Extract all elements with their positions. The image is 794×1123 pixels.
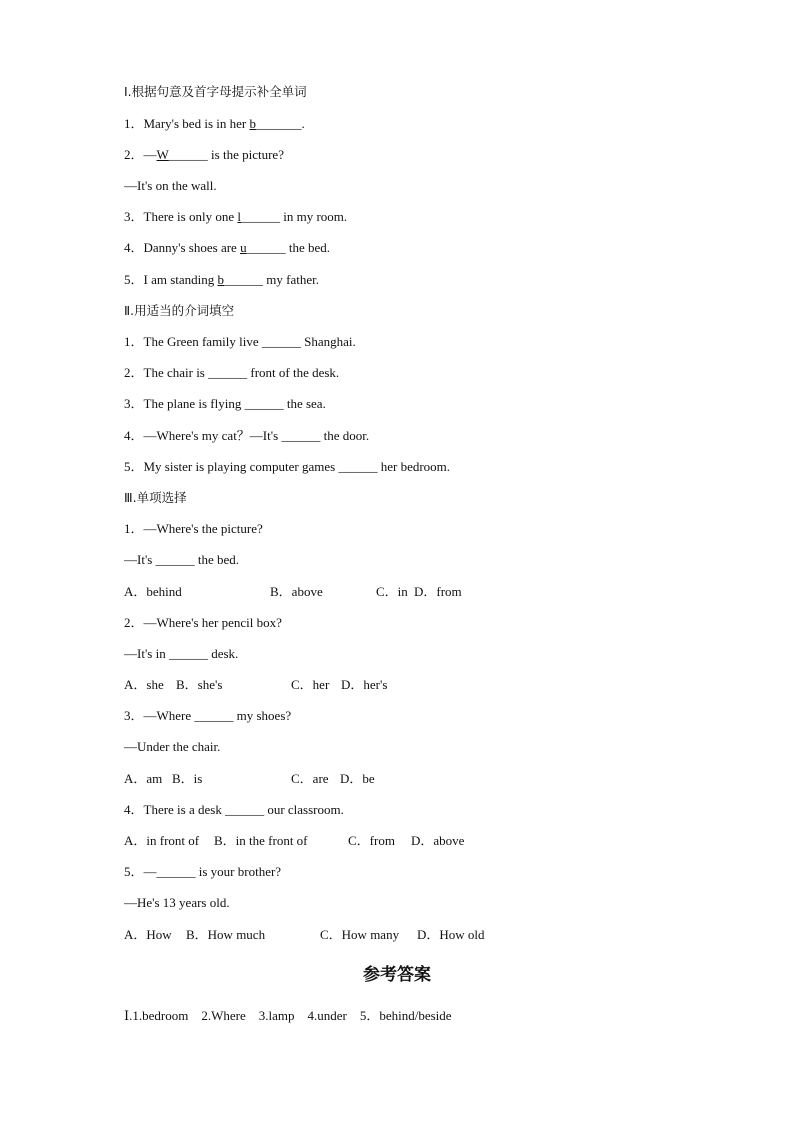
s2-question-5: 5．My sister is playing computer games ______ her bedroom. — [124, 459, 451, 474]
blank: _______. — [255, 116, 305, 131]
s3-question-4-options — [124, 833, 464, 849]
text: 5．I am standing — [124, 272, 218, 287]
s3-question-5-answer: —He's 13 years old. — [124, 895, 230, 910]
section1-header: Ⅰ.根据句意及首字母提示补全单词 — [124, 84, 307, 99]
option-a: A．in front of — [124, 833, 200, 848]
s3-question-4: 4．There is a desk ______ our classroom. — [124, 802, 344, 817]
s1-question-5 — [124, 272, 319, 288]
s2-question-4: 4．—Where's my cat？—It's ______ the door. — [124, 428, 370, 443]
option-b: B．in the front of — [214, 833, 308, 848]
option-d: D．be — [340, 771, 375, 786]
option-d: D．above — [411, 833, 465, 848]
s3-question-1-answer: —It's ______ the bed. — [124, 552, 239, 567]
option-d: D．How old — [417, 927, 485, 942]
blank: ______ my father. — [224, 272, 319, 287]
option-b: B．How much — [186, 927, 266, 942]
option-c: C．in — [376, 584, 408, 599]
option-d: D．from — [414, 584, 462, 599]
s3-question-1-options — [124, 584, 462, 600]
s3-question-3: 3．—Where ______ my shoes? — [124, 708, 292, 723]
s2-question-1: 1．The Green family live ______ Shanghai. — [124, 334, 356, 349]
hint-letter: W — [156, 147, 169, 162]
blank: ______ in my room. — [241, 209, 348, 224]
s3-question-2-options — [124, 677, 387, 693]
blank: ______ the bed. — [246, 240, 330, 255]
option-b: B．is — [172, 771, 203, 786]
s3-question-1: 1．—Where's the picture? — [124, 521, 263, 536]
s1-question-2 — [124, 147, 284, 163]
hint-letter: u — [240, 240, 247, 255]
s1-question-2-answer: —It's on the wall. — [124, 178, 217, 193]
option-a: A．she — [124, 677, 164, 692]
answers-line-1: Ⅰ.1.bedroom 2.Where 3.lamp 4.under 5．behind/beside — [124, 1008, 452, 1023]
option-c: C．her — [291, 677, 330, 692]
option-a: A．behind — [124, 584, 182, 599]
s2-question-3: 3．The plane is flying ______ the sea. — [124, 396, 326, 411]
answers-title: 参考答案 — [363, 965, 431, 985]
option-c: C．are — [291, 771, 329, 786]
blank: ______ is the picture? — [168, 147, 284, 162]
s1-question-1 — [124, 116, 305, 132]
option-c: C．How many — [320, 927, 400, 942]
s3-question-3-options — [124, 771, 375, 787]
s2-question-2: 2．The chair is ______ front of the desk. — [124, 365, 340, 380]
s1-question-4 — [124, 240, 330, 256]
s3-question-5-options — [124, 927, 485, 943]
option-c: C．from — [348, 833, 395, 848]
hint-letter: b — [249, 116, 256, 131]
hint-letter: l — [237, 209, 241, 224]
text: 4．Danny's shoes are — [124, 240, 241, 255]
option-b: B．above — [270, 584, 323, 599]
option-b: B．she's — [176, 677, 223, 692]
s3-question-5: 5．—______ is your brother? — [124, 864, 282, 879]
s3-question-2-answer: —It's in ______ desk. — [124, 646, 239, 661]
option-d: D．her's — [341, 677, 388, 692]
option-a: A．How — [124, 927, 172, 942]
hint-letter: b — [217, 272, 225, 287]
option-a: A．am — [124, 771, 163, 786]
s3-question-2: 2．—Where's her pencil box? — [124, 615, 282, 630]
section3-header: Ⅲ.单项选择 — [124, 490, 187, 505]
section2-header: Ⅱ.用适当的介词填空 — [124, 303, 235, 318]
s1-question-3 — [124, 209, 347, 225]
text: 3．There is only one — [124, 209, 238, 224]
s3-question-3-answer: —Under the chair. — [124, 739, 221, 754]
text: 2．— — [124, 147, 157, 162]
text: 1．Mary's bed is in her — [124, 116, 250, 131]
